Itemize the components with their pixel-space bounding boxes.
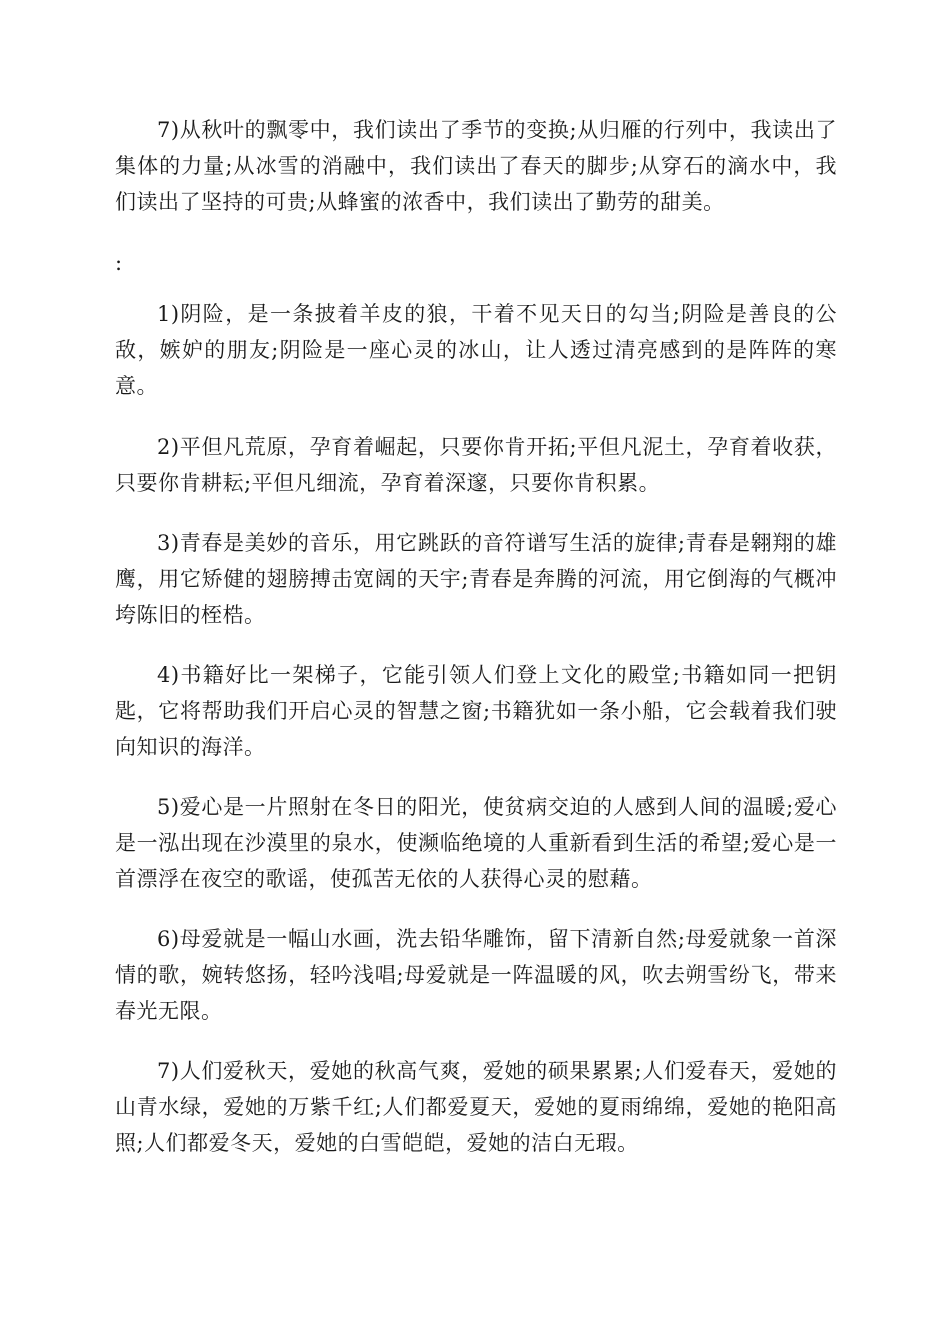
paragraph-books: 4)书籍好比一架梯子，它能引领人们登上文化的殿堂;书籍如同一把钥匙，它将帮助我们开启心灵的智慧之窗;书籍犹如一条小船，它会载着我们驶向知识的海洋。	[115, 663, 837, 759]
paragraph-ordinary: 2)平但凡荒原，孕育着崛起，只要你肯开拓;平但凡泥土，孕育着收获，只要你肯耕耘;平但凡细流，孕育着深邃，只要你肯积累。	[115, 435, 837, 495]
paragraph-sinister: 1)阴险，是一条披着羊皮的狼，干着不见天日的勾当;阴险是善良的公敌，嫉妒的朋友;阴险是一座心灵的冰山，让人透过清亮感到的是阵阵的寒意。	[115, 302, 837, 398]
paragraph-youth: 3)青春是美妙的音乐，用它跳跃的音符谱写生活的旋律;青春是翱翔的雄鹰，用它矫健的翅膀搏击宽阔的天宇;青春是奔腾的河流，用它倒海的气概冲垮陈旧的桎梏。	[115, 531, 837, 627]
paragraph-mother-love: 6)母爱就是一幅山水画，洗去铅华雕饰，留下清新自然;母爱就象一首深情的歌，婉转悠扬，轻吟浅唱;母爱就是一阵温暖的风，吹去朔雪纷飞，带来春光无限。	[115, 927, 837, 1023]
paragraph-autumn-leaves: 7)从秋叶的飘零中，我们读出了季节的变换;从归雁的行列中，我读出了集体的力量;从冰雪的消融中，我们读出了春天的脚步;从穿石的滴水中，我们读出了坚持的可贵;从蜂蜜的浓香中，我们读出了勤劳的甜美。	[115, 118, 837, 214]
paragraph-seasons: 7)人们爱秋天，爱她的秋高气爽，爱她的硕果累累;人们爱春天，爱她的山青水绿，爱她的万紫千红;人们都爱夏天，爱她的夏雨绵绵，爱她的艳阳高照;人们都爱冬天，爱她的白雪皑皑，爱她的洁白无瑕。	[115, 1059, 837, 1155]
paragraph-love: 5)爱心是一片照射在冬日的阳光，使贫病交迫的人感到人间的温暖;爱心是一泓出现在沙漠里的泉水，使濒临绝境的人重新看到生活的希望;爱心是一首漂浮在夜空的歌谣，使孤苦无依的人获得心灵的慰藉。	[115, 795, 837, 891]
section-separator: :	[115, 251, 123, 275]
